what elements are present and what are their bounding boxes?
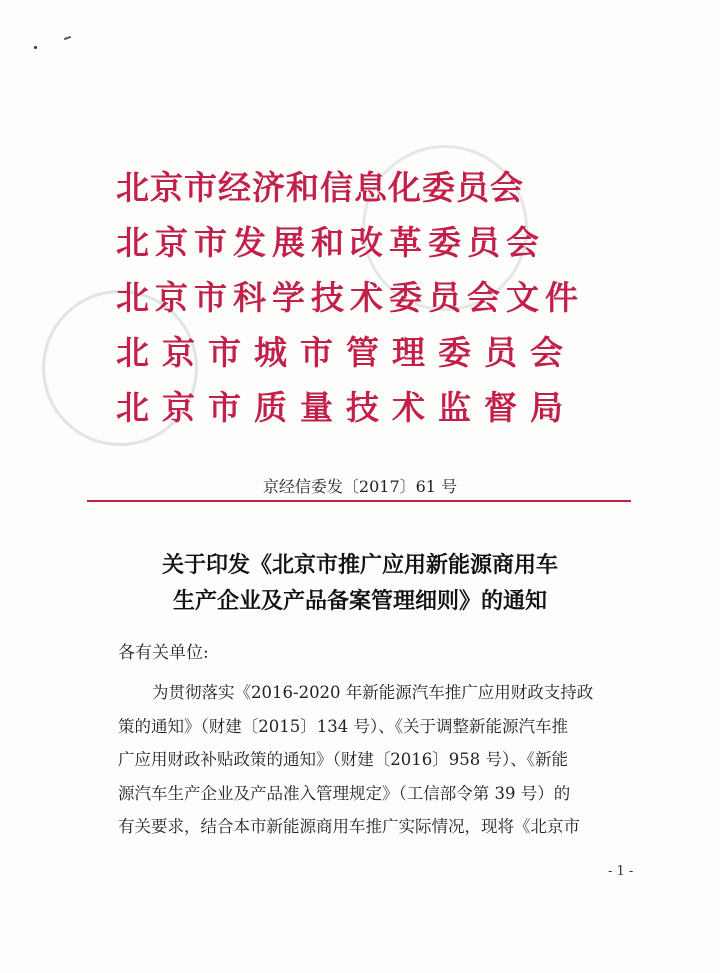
- document-number: 京经信委发〔2017〕61 号: [262, 477, 458, 496]
- body-line: 为贯彻落实《2016-2020 年新能源汽车推广应用财政支持政: [152, 683, 594, 702]
- title-line-1: 关于印发《北京市推广应用新能源商用车: [161, 553, 558, 578]
- issuer-quality-supervision: 北京市质量技术监督局: [116, 388, 576, 427]
- document-title: [0, 548, 720, 620]
- scan-mark: [64, 36, 71, 40]
- salutation: 各有关单位:: [118, 643, 209, 663]
- issuer-development-reform: 北京市发展和改革委员会: [116, 223, 545, 262]
- title-line-2: 生产企业及产品备案管理细则》的通知: [172, 589, 547, 614]
- body-line: 策的通知》（财建〔2015〕134 号）、《关于调整新能源汽车推: [118, 716, 568, 736]
- body-line: 广应用财政补贴政策的通知》（财建〔2016〕958 号）、《新能: [118, 750, 568, 769]
- issuing-authorities: [116, 160, 676, 435]
- scan-speck: [34, 46, 37, 49]
- red-separator-line: [87, 500, 631, 502]
- issuer-city-management: 北京市城市管理委员会: [116, 333, 576, 372]
- body-line: 有关要求，结合本市新能源商用车推广实际情况，现将《北京市: [118, 817, 580, 836]
- body-line: 源汽车生产企业及产品准入管理规定》（工信部令第 39 号）的: [118, 783, 571, 803]
- body-paragraph: [118, 676, 638, 844]
- issuer-science-technology: 北京市科学技术委员会文件: [116, 278, 584, 317]
- page-number: - 1 -: [608, 864, 634, 879]
- issuer-economy-it: 北京市经济和信息化委员会: [116, 168, 524, 207]
